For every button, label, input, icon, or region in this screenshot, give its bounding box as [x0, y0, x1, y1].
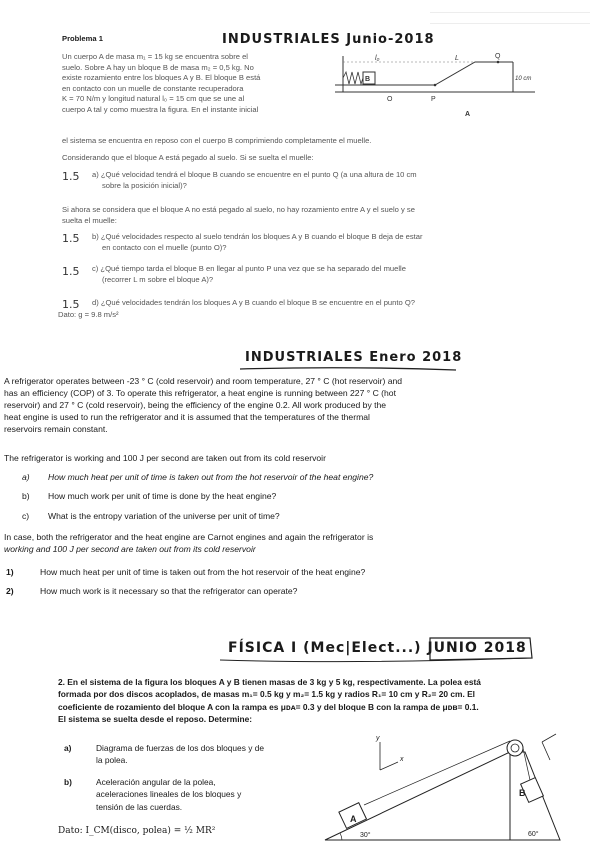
- question-1b: [92, 232, 552, 253]
- carnot-question-1: [6, 566, 586, 578]
- score-d: 1.5: [62, 298, 80, 311]
- question-line: c) ¿Qué tiempo tarda el bloque B en llegar al punto P una vez que se ha separado del muelle: [92, 264, 406, 273]
- considering-line: Considerando que el bloque A está pegado al suelo. Si se suelta el muelle:: [62, 153, 314, 162]
- question-line: en contacto con el muelle (punto O)?: [102, 242, 227, 252]
- question-line: Diagrama de fuerzas de los dos bloques y de: [96, 743, 265, 753]
- thermo-question-c: [22, 510, 582, 522]
- label-a: A: [465, 111, 471, 118]
- intro-line: reservoirs remain constant.: [4, 424, 108, 434]
- question-line: Aceleración angular de la polea,: [96, 777, 216, 787]
- para-line: Si ahora se considera que el bloque A no está pegado al suelo, no hay rozamiento entre A y el suelo y se: [62, 205, 415, 214]
- para-line: In case, both the refrigerator and the heat engine are Carnot engines and again the refrigerator is: [4, 532, 374, 542]
- intro-line: existe rozamiento entre los bloques A y B. El bloque B está: [62, 73, 261, 83]
- question-label: a): [64, 743, 72, 753]
- intro-line: reservoir) and 27 ° C (cold reservoir), being the efficiency of the engine 0.2. All work produced by the: [4, 400, 387, 410]
- title-doodle: [210, 634, 540, 664]
- problem-label: Problema 1: [62, 34, 103, 43]
- intro-line: heat engine is used to run the refrigerator and it is assumed that the temperatures of the thermal: [4, 412, 370, 422]
- thermo-question-b: [22, 490, 582, 502]
- thermo-intro: [4, 375, 592, 435]
- pulley-outer: [507, 740, 523, 756]
- data-gravity: Dato: g = 9.8 m/s²: [58, 310, 119, 319]
- ramp-a: [325, 752, 510, 840]
- rope-b: [523, 748, 530, 780]
- intro-line: en contacto con un muelle de constante recuperadora: [62, 83, 244, 93]
- angle-label-b: 60°: [528, 831, 539, 838]
- label-o: O: [387, 96, 393, 103]
- question-label: c): [22, 511, 30, 521]
- question-text: How much heat per unit of time is taken out from the hot reservoir of the heat engine?: [40, 567, 366, 577]
- intro-line: El sistema se suelta desde el reposo. Determine:: [58, 714, 253, 725]
- question-line: a) ¿Qué velocidad tendrá el bloque B cuando se encuentre en el punto Q (a una altura de 10 cm: [92, 170, 417, 179]
- axis-b-x-line: [542, 734, 556, 742]
- intro-line: A refrigerator operates between -23 ° C (cold reservoir) and room temperature, 27 ° C (hot reservoir) and: [4, 376, 403, 386]
- question-line: la polea.: [96, 755, 128, 766]
- label-l: L: [455, 55, 459, 62]
- label-b: B: [365, 76, 371, 83]
- question-text: How much heat per unit of time is taken out from the hot reservoir of the heat engine?: [48, 472, 374, 482]
- point-p-dot: [434, 84, 437, 87]
- handwritten-title-1: INDUSTRIALES Junio-2018: [222, 32, 435, 47]
- intro-line: formada por dos discos acoplados, de masas m₁= 0.5 kg y m₂= 1.5 kg y radios R₁= 10 cm y R₂= 20 cm. El: [58, 689, 476, 700]
- label-l0: l₀: [375, 55, 380, 62]
- question-label: b): [22, 491, 30, 501]
- carnot-para: [4, 531, 592, 555]
- axis-b-y-line: [542, 742, 550, 760]
- carnot-question-2: [6, 585, 586, 597]
- intro-line: coeficiente de rozamiento del bloque A con la rampa es μᴅᴀ= 0.3 y del bloque B con la rampa de μᴅʙ= 0.1.: [58, 701, 479, 712]
- thermo-question-a: [22, 471, 582, 483]
- intro-line: 2. En el sistema de la figura los bloques A y B tienen masas de 3 kg y 5 kg, respectivamente. La polea está: [58, 677, 481, 687]
- question-line: sobre la posición inicial)?: [102, 180, 187, 190]
- question-label: 1): [6, 567, 14, 577]
- label-b: B: [519, 788, 526, 798]
- score-c: 1.5: [62, 265, 80, 278]
- angle-arc-a: [340, 833, 342, 840]
- intro-line-last: el sistema se encuentra en reposo con el cuerpo B comprimiendo completamente el muelle.: [62, 136, 372, 145]
- label-p: P: [431, 96, 436, 103]
- intro-line: K = 70 N/m y longitud natural l₀ = 15 cm que se une al: [62, 94, 245, 104]
- question-label: b): [64, 777, 72, 787]
- intro-line: Un cuerpo A de masa m₁ = 15 kg se encuentra sobre el: [62, 52, 248, 61]
- fisica-data: Dato: I_CM(disco, polea) = ½ MR²: [58, 826, 216, 836]
- para-line: suelta el muelle:: [62, 215, 117, 225]
- question-text: How much work is it necessary so that the refrigerator can operate?: [40, 586, 298, 596]
- question-line: aceleraciones lineales de los bloques y: [96, 789, 242, 800]
- question-line: (recorrer L m sobre el bloque A)?: [102, 274, 214, 284]
- question-1d: d) ¿Qué velocidades tendrán los bloques A y B cuando el bloque B se encuentre en el punto Q?: [92, 298, 415, 307]
- label-a: A: [350, 814, 357, 824]
- axis-y-label: y: [376, 735, 380, 742]
- fisica-question-b: [64, 776, 304, 813]
- ramp-pulley-figure: [320, 730, 570, 845]
- if-not-stuck: [62, 205, 542, 226]
- handwritten-title-3: FÍSICA I (Mec|Elect...) JUNIO 2018: [228, 640, 527, 656]
- fisica-intro: [58, 676, 544, 726]
- fisica-question-a: [64, 742, 314, 767]
- point-q-dot: [497, 61, 500, 64]
- score-a: 1.5: [62, 170, 80, 183]
- spring-shape: [343, 72, 363, 84]
- question-line: tensión de las cuerdas.: [96, 801, 183, 812]
- intro-line: has an efficiency (COP) of 3. To operate this refrigerator, a heat engine is running between 227 ° C (hot: [4, 388, 396, 398]
- rope-a: [364, 741, 510, 805]
- question-1a: [92, 170, 552, 191]
- question-label: a): [22, 472, 30, 482]
- label-q: Q: [495, 53, 501, 60]
- score-b: 1.5: [62, 232, 80, 245]
- title-underline: [238, 366, 458, 372]
- question-label: 2): [6, 586, 14, 596]
- intro-line: cuerpo A tal y como muestra la figura. En el instante inicial: [62, 104, 259, 114]
- question-text: How much work per unit of time is done by the heat engine?: [48, 491, 277, 501]
- para-line: working and 100 J per second are taken out from its cold reservoir: [4, 544, 256, 554]
- angle-label-a: 30°: [360, 832, 371, 839]
- question-1c: [92, 264, 552, 285]
- question-line: b) ¿Qué velocidades respecto al suelo tendrán los bloques A y B cuando el bloque B deja de estar: [92, 232, 423, 241]
- handwritten-title-2: INDUSTRIALES Enero 2018: [245, 350, 463, 365]
- working-line: The refrigerator is working and 100 J per second are taken out from its cold reservoir: [4, 453, 326, 463]
- spring-block-figure: [335, 50, 535, 125]
- label-height: 10 cm: [515, 76, 532, 82]
- ghost-text: [430, 12, 590, 34]
- question-text: What is the entropy variation of the universe per unit of time?: [48, 511, 280, 521]
- problem-1-intro: [62, 52, 324, 116]
- intro-line: suelo. Sobre A hay un bloque B de masa m₂ = 0,5 kg. No: [62, 62, 254, 72]
- axis-x-label: x: [400, 756, 404, 763]
- axis-x-line: [380, 762, 398, 770]
